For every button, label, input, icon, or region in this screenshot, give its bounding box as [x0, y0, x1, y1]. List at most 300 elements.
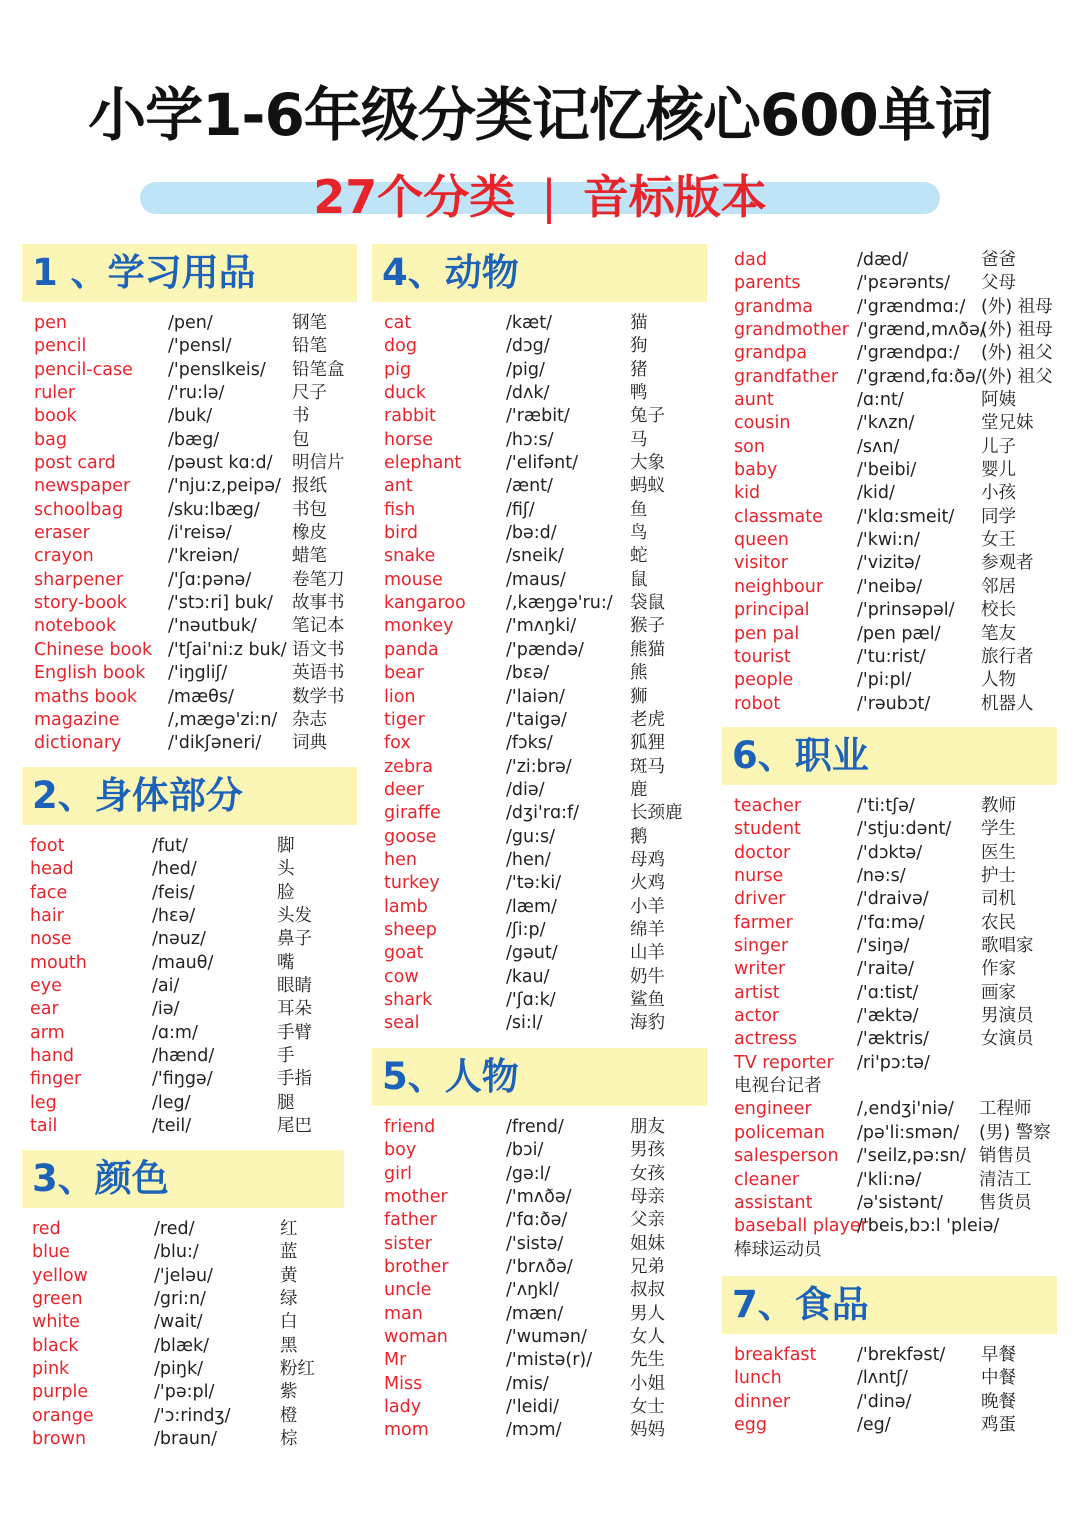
word-row: [384, 1209, 707, 1232]
phonetic: /red/: [154, 1219, 195, 1239]
phonetic: /'taigə/: [506, 709, 567, 730]
phonetic: /'kli:nə/: [857, 1169, 922, 1190]
word-row: [384, 896, 707, 919]
translation: 绿: [280, 1289, 298, 1310]
translation: (男) 警察: [979, 1122, 1051, 1143]
section-1: [22, 244, 357, 756]
translation: 画家: [981, 982, 1016, 1003]
word-row: [734, 272, 1057, 295]
page-title: 小学1-6年级分类记忆核心600单词: [88, 81, 992, 149]
english-word: neighbour: [734, 576, 824, 597]
english-word: lady: [384, 1397, 422, 1418]
english-word: lunch: [734, 1368, 782, 1389]
phonetic: /'stɔ:ri] buk/: [168, 593, 273, 614]
phonetic: /'nəutbuk/: [168, 616, 257, 637]
word-row: [734, 459, 1057, 482]
phonetic: /'dikʃəneri/: [168, 733, 262, 754]
translation: 笔友: [981, 623, 1016, 644]
translation: 学生: [981, 819, 1016, 840]
phonetic: /'ʌŋkl/: [506, 1280, 560, 1301]
phonetic: /kæt/: [506, 313, 552, 333]
translation: 手指: [277, 1069, 312, 1090]
phonetic: /'pə:pl/: [154, 1382, 215, 1403]
translation: 女演员: [981, 1029, 1034, 1050]
english-word: hair: [30, 906, 64, 927]
word-row: [734, 1391, 1057, 1414]
phonetic: /'elifənt/: [506, 453, 578, 474]
word-row: [32, 1288, 344, 1311]
word-row: [384, 639, 707, 662]
phonetic: /'iŋgliʃ/: [168, 663, 228, 684]
phonetic: /gri:n/: [154, 1289, 206, 1310]
word-row: [34, 359, 357, 382]
english-word: son: [734, 436, 765, 457]
phonetic: /iə/: [152, 999, 180, 1020]
english-word: monkey: [384, 616, 454, 637]
english-word: horse: [384, 429, 433, 450]
translation: 父亲: [630, 1210, 665, 1231]
english-word: grandfather: [734, 366, 839, 387]
phonetic: /'ti:tʃə/: [857, 796, 915, 816]
phonetic: /'pεərənts/: [857, 273, 950, 294]
phonetic: /sneik/: [506, 546, 564, 567]
translation: 鼻子: [277, 929, 312, 950]
translation: 歌唱家: [981, 936, 1034, 957]
word-row: [30, 975, 357, 998]
english-word: actress: [734, 1029, 798, 1050]
word-row: [34, 429, 357, 452]
english-word: white: [32, 1312, 80, 1333]
english-word: shark: [384, 989, 433, 1010]
word-list: [372, 312, 707, 1036]
phonetic: /mæn/: [506, 1303, 564, 1324]
word-row: [384, 919, 707, 942]
english-word: purple: [32, 1382, 89, 1403]
translation: 中餐: [981, 1368, 1016, 1389]
section-heading: 4、动物: [372, 244, 707, 302]
phonetic: /'mistə(r)/: [506, 1350, 593, 1371]
word-row: [384, 1303, 707, 1326]
word-row: [384, 1139, 707, 1162]
phonetic: /'beibi/: [857, 460, 917, 481]
english-word: uncle: [384, 1280, 432, 1301]
phonetic: /blæk/: [154, 1335, 210, 1356]
translation: 兔子: [630, 406, 665, 427]
section-heading: 5、人物: [372, 1048, 707, 1106]
english-word: pig: [384, 359, 412, 380]
translation: 长颈鹿: [630, 803, 683, 824]
phonetic: /wait/: [154, 1312, 203, 1333]
translation: 猪: [630, 359, 648, 380]
word-row: [734, 912, 1057, 935]
phonetic: /pen pæl/: [857, 623, 941, 644]
english-word: Chinese book: [34, 639, 153, 660]
phonetic: /hen/: [506, 849, 551, 870]
english-word: policeman: [734, 1122, 825, 1143]
english-word: pencil-case: [34, 359, 133, 380]
translation: 男人: [630, 1303, 665, 1324]
section-heading: 7、食品: [722, 1276, 1057, 1334]
english-word: dog: [384, 336, 417, 357]
translation: 卷笔刀: [292, 569, 345, 590]
translation: 绵羊: [630, 919, 665, 940]
phonetic: /mauθ/: [152, 952, 214, 973]
phonetic: /'ru:lə/: [168, 383, 225, 404]
translation: 猴子: [630, 616, 665, 637]
english-word: sheep: [384, 919, 437, 940]
word-row: [734, 1098, 1057, 1121]
translation: 朋友: [630, 1117, 665, 1137]
word-row: [734, 795, 1057, 818]
english-word: pencil: [34, 336, 87, 357]
phonetic: /pə'li:smən/: [857, 1122, 960, 1143]
english-word: English book: [34, 663, 146, 684]
english-word: finger: [30, 1069, 82, 1090]
translation-tv-reporter: 电视台记者: [734, 1076, 822, 1097]
translation: 奶牛: [630, 966, 665, 987]
translation: 眼睛: [277, 976, 312, 997]
translation: 小羊: [630, 896, 665, 917]
word-row: [384, 522, 707, 545]
phonetic: /'zi:brə/: [506, 756, 572, 777]
translation: 手臂: [277, 1022, 312, 1043]
english-word: fox: [384, 733, 411, 754]
translation: 售货员: [979, 1192, 1032, 1213]
word-row: [384, 686, 707, 709]
word-row: [30, 952, 357, 975]
translation: 头发: [277, 906, 312, 927]
english-word: red: [32, 1219, 61, 1239]
phonetic: /bə:d/: [506, 523, 557, 544]
section-4: [372, 244, 707, 1036]
translation: 农民: [981, 912, 1016, 933]
english-word: goat: [384, 943, 424, 964]
english-word: nose: [30, 929, 72, 950]
translation: 同学: [981, 506, 1016, 527]
english-word: ruler: [34, 383, 76, 404]
word-row: [34, 382, 357, 405]
english-word: story-book: [34, 593, 127, 614]
phonetic: /fut/: [152, 836, 188, 856]
word-row: [34, 545, 357, 568]
word-row: [384, 826, 707, 849]
phonetic: /mis/: [506, 1373, 549, 1394]
english-word: parents: [734, 273, 801, 294]
translation: 旅行者: [981, 646, 1034, 667]
word-row: [734, 1367, 1057, 1390]
english-word: woman: [384, 1327, 448, 1348]
translation: 男孩: [630, 1140, 665, 1161]
word-row: [734, 342, 1057, 365]
translation: 教师: [981, 796, 1016, 816]
translation: 机器人: [981, 693, 1034, 714]
phonetic: /'ræbit/: [506, 406, 570, 427]
word-row: [384, 1233, 707, 1256]
word-row: [384, 1116, 707, 1139]
word-row: [734, 1192, 1057, 1215]
word-list: [22, 835, 357, 1138]
english-word: bird: [384, 523, 418, 544]
word-row: [384, 335, 707, 358]
phonetic: /'dinə/: [857, 1391, 912, 1412]
phonetic: /bæg/: [168, 429, 220, 450]
translation: 粉红: [280, 1359, 315, 1380]
word-row: [734, 1145, 1057, 1168]
translation: 清洁工: [979, 1169, 1032, 1190]
phonetic: /'kwi:n/: [857, 530, 920, 551]
translation: 语文书: [292, 639, 345, 660]
word-row: [734, 982, 1057, 1005]
phonetic: /kau/: [506, 966, 550, 987]
subtitle-separator: |: [541, 170, 557, 224]
word-row: [734, 412, 1057, 435]
phonetic: /feis/: [152, 882, 195, 903]
word-row: [30, 835, 357, 858]
english-word: grandmother: [734, 320, 849, 341]
word-row: [32, 1311, 344, 1334]
phonetic: /'dɔktə/: [857, 842, 923, 863]
word-list: [722, 795, 1057, 1075]
english-word: head: [30, 859, 74, 880]
phonetic: /'draivə/: [857, 889, 929, 910]
word-row: [734, 1215, 1057, 1238]
phonetic: /'kʌzn/: [857, 413, 915, 434]
phonetic: /'laiən/: [506, 686, 565, 707]
section-2: [22, 767, 357, 1138]
word-row: [34, 312, 357, 335]
english-word: kangaroo: [384, 593, 466, 614]
word-row: [384, 1012, 707, 1035]
translation: 女孩: [630, 1163, 665, 1184]
phonetic: /'mʌðə/: [506, 1187, 572, 1208]
english-word: Miss: [384, 1373, 423, 1394]
word-row: [384, 1186, 707, 1209]
english-word: black: [32, 1335, 79, 1356]
phonetic: /,endʒi'niə/: [857, 1099, 954, 1120]
translation: 鸡蛋: [981, 1415, 1016, 1436]
word-row: [30, 858, 357, 881]
word-row: [384, 942, 707, 965]
section-heading: 1 、学习用品: [22, 244, 357, 302]
translation: 女王: [981, 530, 1016, 551]
english-word: elephant: [384, 453, 462, 474]
phonetic: /gəut/: [506, 943, 558, 964]
english-word: visitor: [734, 553, 788, 574]
english-word: seal: [384, 1013, 420, 1034]
english-word: cousin: [734, 413, 791, 434]
word-row: [384, 1373, 707, 1396]
english-word: arm: [30, 1022, 65, 1043]
translation: 蛇: [630, 546, 648, 567]
phonetic: /ɑ:m/: [152, 1022, 198, 1043]
english-word: father: [384, 1210, 437, 1231]
english-word: assistant: [734, 1192, 813, 1213]
translation-baseball-player: 棒球运动员: [734, 1239, 822, 1260]
phonetic: /ə'sistənt/: [857, 1192, 944, 1213]
phonetic: /ɑ:nt/: [857, 390, 904, 411]
word-row: [734, 888, 1057, 911]
translation: 姐妹: [630, 1233, 665, 1254]
phonetic: /,kæŋgə'ru:/: [506, 593, 613, 614]
phonetic: /'ɔ:rindʒ/: [154, 1405, 231, 1426]
word-row: [34, 569, 357, 592]
word-row: [34, 592, 357, 615]
word-row: [734, 576, 1057, 599]
english-word: bear: [384, 663, 424, 684]
translation: 护士: [981, 866, 1016, 887]
phonetic: /dæd/: [857, 250, 909, 270]
word-row: [34, 615, 357, 638]
phonetic: /'tu:rist/: [857, 646, 926, 667]
word-row: [384, 405, 707, 428]
word-row: [32, 1265, 344, 1288]
english-word: mother: [384, 1187, 448, 1208]
phonetic: /bεə/: [506, 663, 550, 684]
section-heading: 2、身体部分: [22, 767, 357, 825]
phonetic: /'siŋə/: [857, 936, 910, 957]
phonetic: /kid/: [857, 483, 895, 504]
translation: 熊: [630, 663, 648, 684]
english-word: post card: [34, 453, 116, 474]
english-word: egg: [734, 1415, 767, 1436]
word-row: [384, 1256, 707, 1279]
translation: 兄弟: [630, 1257, 665, 1278]
phonetic: /'grændmɑ:/: [857, 296, 966, 317]
english-word: tail: [30, 1116, 58, 1137]
word-row: [734, 389, 1057, 412]
word-list: [22, 1218, 344, 1451]
phonetic: /,mægə'zi:n/: [168, 709, 278, 730]
phonetic: /'nju:z,peipə/: [168, 476, 281, 497]
phonetic: /'tə:ki/: [506, 873, 562, 894]
english-word: people: [734, 670, 794, 691]
english-word: notebook: [34, 616, 117, 637]
english-word: hen: [384, 849, 417, 870]
translation: 腿: [277, 1092, 295, 1113]
translation: 父母: [981, 273, 1016, 294]
phonetic: /i'reisə/: [168, 523, 232, 544]
word-row: [34, 639, 357, 662]
word-row: [734, 1414, 1057, 1437]
word-row: [384, 475, 707, 498]
english-word: breakfast: [734, 1345, 817, 1365]
translation: 女士: [630, 1397, 665, 1418]
word-row: [384, 849, 707, 872]
english-word: hand: [30, 1046, 75, 1067]
phonetic: /pen/: [168, 313, 213, 333]
phonetic: /'pændə/: [506, 639, 584, 660]
word-row: [30, 1092, 357, 1115]
word-row: [734, 1344, 1057, 1367]
english-word: cleaner: [734, 1169, 800, 1190]
phonetic: /'seilz,pə:sn/: [857, 1146, 966, 1167]
word-list: [722, 1098, 1057, 1238]
phonetic: /hɔ:s/: [506, 429, 554, 450]
word-row: [32, 1381, 344, 1404]
phonetic: /dɔg/: [506, 336, 550, 357]
english-word: duck: [384, 383, 426, 404]
word-row: [384, 1326, 707, 1349]
phonetic: /sku:lbæg/: [168, 499, 260, 520]
english-word: kid: [734, 483, 761, 504]
word-row: [384, 382, 707, 405]
phonetic: /fiʃ/: [506, 499, 535, 520]
word-row: [734, 1005, 1057, 1028]
word-row: [734, 249, 1057, 272]
word-row: [32, 1358, 344, 1381]
word-row: [34, 499, 357, 522]
translation: (外) 祖母: [981, 296, 1053, 317]
english-word: tiger: [384, 709, 425, 730]
translation: 铅笔盒: [292, 359, 345, 380]
section-3: [22, 1150, 344, 1451]
english-word: panda: [384, 639, 439, 660]
word-row: [384, 312, 707, 335]
english-word: singer: [734, 936, 789, 957]
english-word: actor: [734, 1006, 780, 1027]
section-6: [722, 727, 1057, 1262]
english-word: schoolbag: [34, 499, 124, 520]
phonetic: /eg/: [857, 1415, 891, 1436]
translation: 销售员: [979, 1146, 1032, 1167]
translation: 故事书: [292, 593, 345, 614]
english-word: book: [34, 406, 77, 427]
phonetic: /'rəubɔt/: [857, 693, 931, 714]
translation: 包: [292, 429, 310, 450]
translation: 尾巴: [277, 1116, 312, 1137]
word-row: [32, 1405, 344, 1428]
word-row: [734, 669, 1057, 692]
phonetic: /mæθs/: [168, 686, 234, 707]
english-word: mouse: [384, 569, 443, 590]
word-row: [734, 842, 1057, 865]
phonetic: /fɔks/: [506, 733, 553, 754]
translation: 司机: [981, 889, 1016, 910]
english-word: salesperson: [734, 1146, 839, 1167]
phonetic: /'ʃɑ:k/: [506, 989, 556, 1010]
english-word: pen pal: [734, 623, 800, 644]
english-word: farmer: [734, 912, 793, 933]
english-word: lion: [384, 686, 416, 707]
translation: 杂志: [292, 709, 327, 730]
translation: 鸭: [630, 383, 648, 404]
phonetic: /diə/: [506, 779, 545, 800]
english-word: fish: [384, 499, 416, 520]
phonetic: /'ɑ:tist/: [857, 982, 919, 1003]
word-row: [384, 779, 707, 802]
phonetic: /'neibə/: [857, 576, 923, 597]
translation: 堂兄妹: [981, 413, 1034, 434]
phonetic: /braun/: [154, 1429, 218, 1450]
translation: 蓝: [280, 1242, 298, 1263]
translation: 脚: [277, 836, 295, 856]
english-word: pen: [34, 313, 67, 333]
word-row: [34, 522, 357, 545]
translation: 铅笔: [292, 336, 327, 357]
phonetic: /hænd/: [152, 1046, 215, 1067]
english-word: boy: [384, 1140, 417, 1161]
word-row: [384, 732, 707, 755]
english-word: baseball player: [734, 1216, 868, 1237]
translation: 笔记本: [292, 616, 345, 637]
translation: 猫: [630, 313, 648, 333]
phonetic: /'æktris/: [857, 1029, 929, 1050]
phonetic: /dʌk/: [506, 383, 550, 404]
english-word: orange: [32, 1405, 94, 1426]
english-word: lamb: [384, 896, 428, 917]
word-row: [30, 882, 357, 905]
word-row: [384, 1163, 707, 1186]
